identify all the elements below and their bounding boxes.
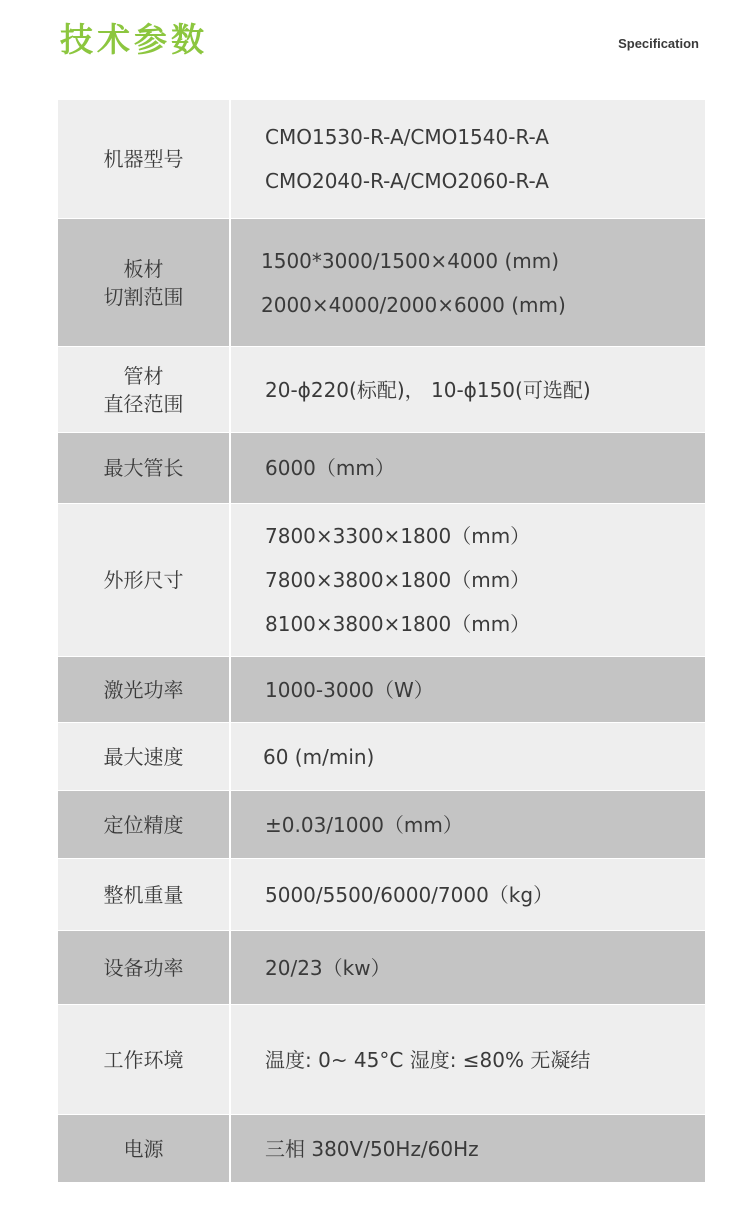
spec-value: CMO2040-R-A/CMO2060-R-A [265,169,549,193]
header [0,0,750,100]
spec-value: 8100×3800×1800（mm） [265,612,531,636]
spec-value: 60 (m/min) [263,744,375,769]
spec-label: 整机重量 [58,859,231,930]
spec-values [231,219,705,346]
spec-table [58,100,705,1183]
spec-row-weight [58,859,705,931]
spec-row-positioning-accuracy [58,791,705,859]
spec-values [231,931,705,1004]
spec-values [231,504,705,656]
spec-label: 最大管长 [58,433,231,503]
spec-label: 最大速度 [58,723,231,790]
spec-row-model [58,100,705,219]
spec-value: 6000（mm） [265,456,395,480]
page-title: 技术参数 [60,20,208,59]
spec-label: 定位精度 [58,791,231,858]
spec-value: 温度: 0~ 45°C 湿度: ≤80% 无凝结 [265,1047,591,1072]
spec-label: 管材 直径范围 [58,347,231,432]
spec-row-equipment-power [58,931,705,1005]
spec-label: 激光功率 [58,657,231,722]
spec-label: 外形尺寸 [58,504,231,656]
spec-label: 设备功率 [58,931,231,1004]
spec-value: 7800×3300×1800（mm） [265,524,531,548]
spec-value: 1500*3000/1500×4000 (mm) [261,248,560,273]
spec-values [231,657,705,722]
spec-value: ±0.03/1000（mm） [265,812,463,837]
spec-value: CMO1530-R-A/CMO1540-R-A [265,125,549,149]
spec-value: 5000/5500/6000/7000（kg） [265,882,554,907]
spec-row-sheet-range [58,219,705,347]
spec-row-max-speed [58,723,705,791]
spec-values [231,1005,705,1114]
spec-label: 板材 切割范围 [58,219,231,346]
spec-row-dimensions [58,504,705,657]
spec-values [231,791,705,858]
spec-value: 20/23（kw） [265,955,391,980]
spec-label: 电源 [58,1115,231,1182]
spec-row-max-tube-length [58,433,705,504]
spec-values [231,723,705,790]
spec-values [231,100,705,218]
spec-row-environment [58,1005,705,1115]
page-subtitle: Specification [618,36,699,51]
spec-label: 工作环境 [58,1005,231,1114]
spec-values [231,433,705,503]
spec-values [231,1115,705,1182]
spec-row-laser-power [58,657,705,723]
spec-value: 20-ϕ220(标配)， 10-ϕ150(可选配) [265,377,591,402]
spec-value: 三相 380V/50Hz/60Hz [265,1136,479,1161]
spec-value: 1000-3000（W） [265,677,434,702]
spec-value: 2000×4000/2000×6000 (mm) [261,292,566,317]
spec-row-power-supply [58,1115,705,1183]
spec-row-tube-diameter [58,347,705,433]
spec-values [231,347,705,432]
spec-value: 7800×3800×1800（mm） [265,568,531,592]
spec-values [231,859,705,930]
spec-label: 机器型号 [58,100,231,218]
